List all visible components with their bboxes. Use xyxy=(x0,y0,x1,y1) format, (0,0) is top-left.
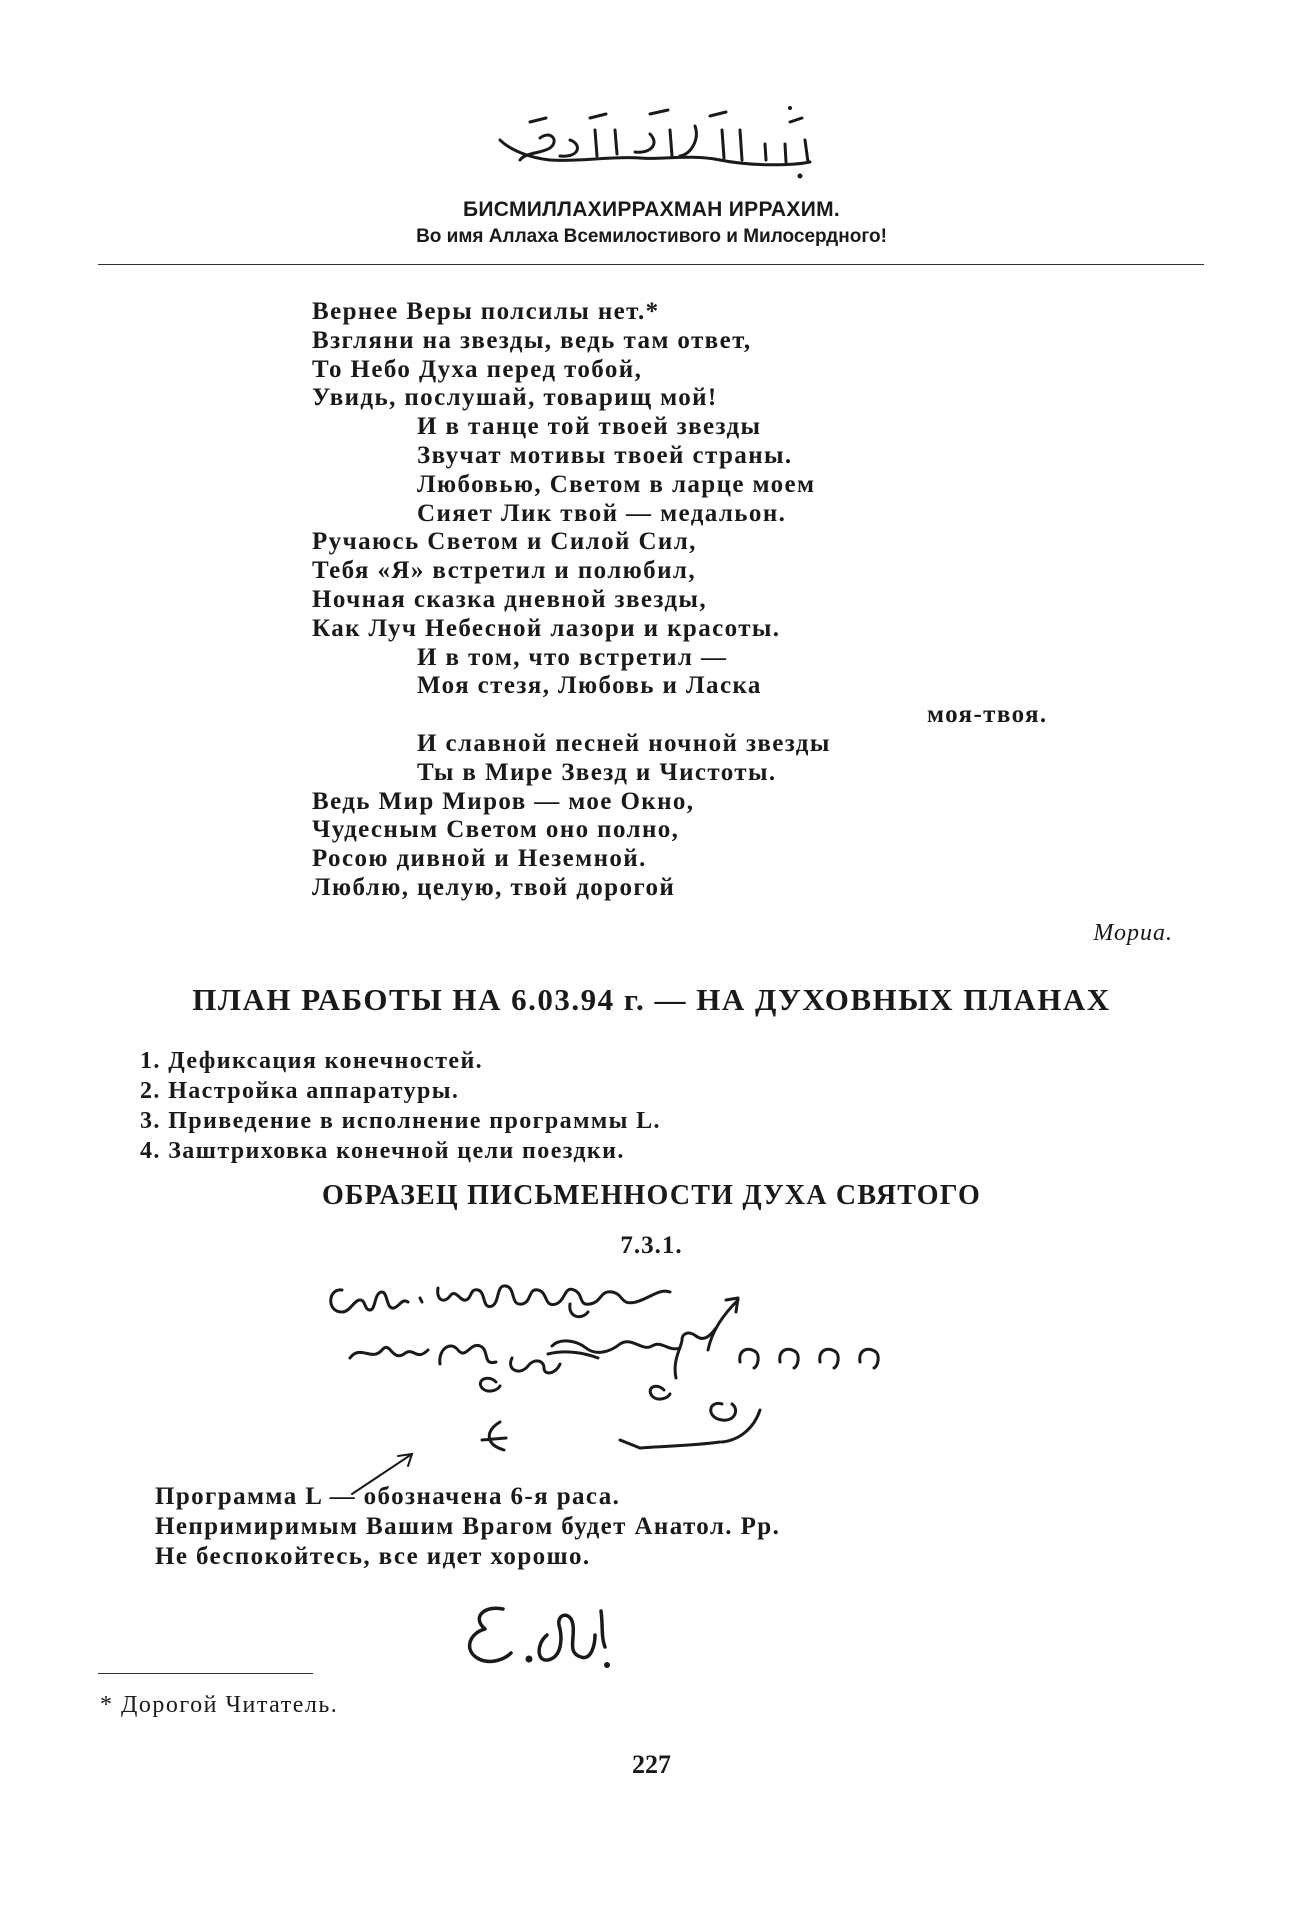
poem-line: моя-твоя. xyxy=(927,701,1048,729)
sample-date: 7.3.1. xyxy=(620,1232,683,1259)
basmala-calligraphy xyxy=(490,100,830,180)
poem-line: Чудесным Светом оно полно, xyxy=(312,816,680,844)
poem-line: Сияет Лик твой — медальон. xyxy=(417,499,787,527)
poem-line: Росою дивной и Неземной. xyxy=(312,845,647,873)
poem-line: Звучат мотивы твоей страны. xyxy=(417,441,793,469)
poem-line: И в танце той твоей звезды xyxy=(417,413,762,441)
poem-line: Любовью, Светом в ларце моем xyxy=(417,470,816,498)
handwriting-sample xyxy=(320,1270,940,1470)
poem-line: Ночная сказка дневной звезды, xyxy=(312,585,707,613)
page-number: 227 xyxy=(632,1750,671,1779)
header-title: БИСМИЛЛАХИРРАХМАН ИРРАХИМ. xyxy=(462,198,841,221)
message xyxy=(155,1482,780,1572)
poem-line: Взгляни на звезды, ведь там ответ, xyxy=(312,326,752,354)
plan-title: ПЛАН РАБОТЫ НА 6.03.94 г. — НА ДУХОВНЫХ ПЛАНАХ xyxy=(192,982,1111,1017)
poem-line: Люблю, целую, твой дорогой xyxy=(312,873,676,901)
poem-signature: Мориа. xyxy=(1093,920,1173,946)
plan-item: 2. Настройка аппаратуры. xyxy=(140,1078,460,1104)
poem-line: Моя стезя, Любовь и Ласка xyxy=(417,672,762,700)
footnote-divider xyxy=(98,1673,313,1674)
poem-line: Ты в Мире Звезд и Чистоты. xyxy=(417,758,777,786)
footnote: * Дорогой Читатель. xyxy=(100,1692,339,1718)
poem-line: И славной песней ночной звезды xyxy=(417,729,831,757)
poem-line: Тебя «Я» встретил и полюбил, xyxy=(312,557,696,585)
message-line: Программа L — обозначена 6-я раса. xyxy=(155,1483,621,1510)
poem-line: И в том, что встретил — xyxy=(417,643,728,671)
sample-title: ОБРАЗЕЦ ПИСЬМЕННОСТИ ДУХА СВЯТОГО xyxy=(321,1180,982,1211)
plan-item: 4. Заштриховка конечной цели поездки. xyxy=(140,1138,625,1164)
poem-line: То Небо Духа перед тобой, xyxy=(312,355,643,383)
message-line: Не беспокойтесь, все идет хорошо. xyxy=(155,1543,591,1570)
poem-line: Ведь Мир Миров — мое Окно, xyxy=(312,787,695,815)
poem-line: Как Луч Небесной лазори и красоты. xyxy=(312,614,781,642)
handwritten-signature xyxy=(455,1595,645,1675)
poem-line: Ручаюсь Светом и Силой Сил, xyxy=(312,528,697,556)
header-divider xyxy=(98,264,1204,265)
plan-item: 1. Дефиксация конечностей. xyxy=(140,1048,484,1074)
message-line: Непримиримым Вашим Врагом будет Анатол. Рр. xyxy=(155,1513,781,1540)
poem xyxy=(312,298,1048,903)
poem-line: Увидь, послушай, товарищ мой! xyxy=(312,384,718,412)
plan-item: 3. Приведение в исполнение программы L. xyxy=(140,1108,661,1134)
plan-list xyxy=(140,1046,661,1166)
header-subtitle: Во имя Аллаха Всемилостивого и Милосердного! xyxy=(416,226,887,247)
poem-line: Вернее Веры полсилы нет.* xyxy=(312,298,660,325)
arrow-icon xyxy=(348,1448,418,1498)
